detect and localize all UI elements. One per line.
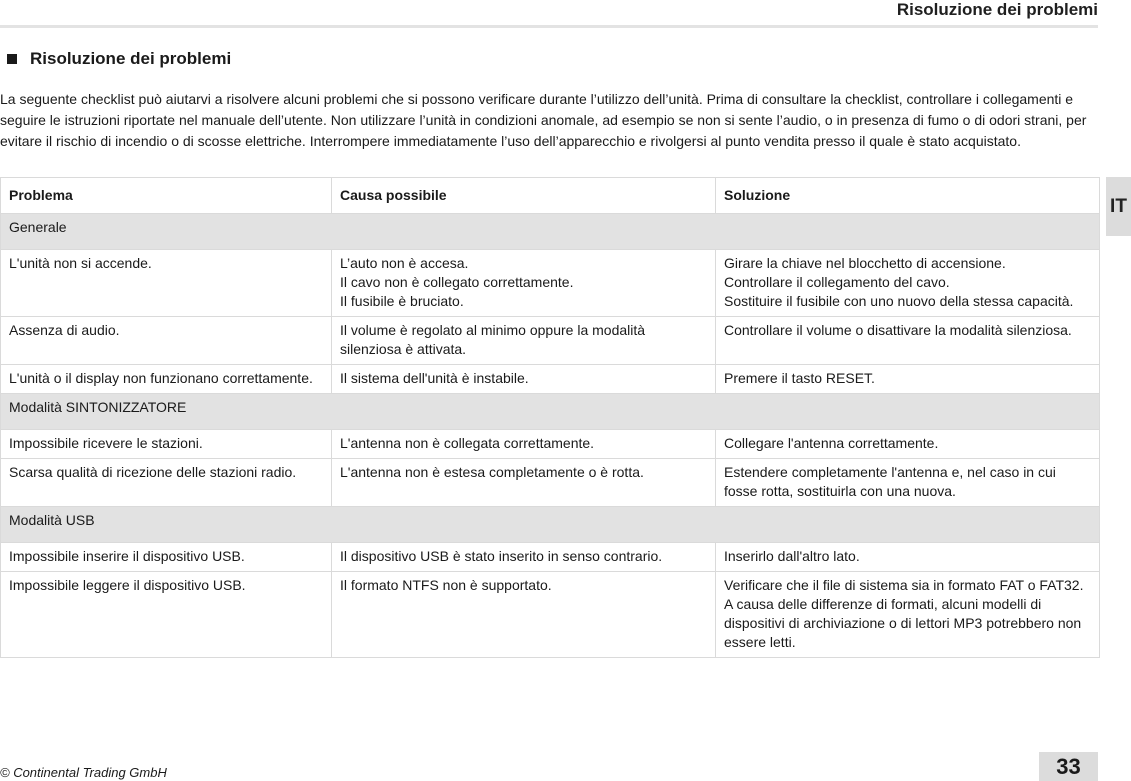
problem-cell: L'unità non si accende. bbox=[1, 250, 332, 317]
group-row bbox=[1, 507, 1100, 543]
solution-line: Controllare il collegamento del cavo. bbox=[724, 274, 950, 290]
problem-cell: L'unità o il display non funzionano correttamente. bbox=[1, 365, 332, 394]
cause-cell: Il formato NTFS non è supportato. bbox=[332, 572, 716, 658]
square-bullet-icon bbox=[7, 54, 17, 64]
copyright-footer: © Continental Trading GmbH bbox=[0, 765, 167, 780]
problem-cell: Scarsa qualità di ricezione delle stazioni radio. bbox=[1, 459, 332, 507]
table-row bbox=[1, 543, 1100, 572]
cause-cell bbox=[332, 250, 716, 317]
problem-cell: Impossibile inserire il dispositivo USB. bbox=[1, 543, 332, 572]
group-title: Modalità USB bbox=[1, 507, 1100, 543]
cause-line: L’auto non è accesa. bbox=[340, 255, 469, 271]
running-header: Risoluzione dei problemi bbox=[896, 0, 1098, 19]
cause-line: Il fusibile è bruciato. bbox=[340, 293, 464, 309]
table-row bbox=[1, 317, 1100, 365]
cause-cell: Il sistema dell'unità è instabile. bbox=[332, 365, 716, 394]
solution-cell: Controllare il volume o disattivare la modalità silenziosa. bbox=[716, 317, 1100, 365]
table-row bbox=[1, 459, 1100, 507]
cause-cell: Il volume è regolato al minimo oppure la modalità silenziosa è attivata. bbox=[332, 317, 716, 365]
page-number: 33 bbox=[1039, 752, 1098, 781]
solution-cell: Estendere completamente l'antenna e, nel caso in cui fosse rotta, sostituirla con una nuova. bbox=[716, 459, 1100, 507]
group-row bbox=[1, 394, 1100, 430]
problem-cell: Impossibile leggere il dispositivo USB. bbox=[1, 572, 332, 658]
header-problem: Problema bbox=[1, 178, 332, 214]
troubleshooting-table bbox=[0, 177, 1100, 658]
table-row bbox=[1, 250, 1100, 317]
header-solution: Soluzione bbox=[716, 178, 1100, 214]
problem-cell: Impossibile ricevere le stazioni. bbox=[1, 430, 332, 459]
group-title: Modalità SINTONIZZATORE bbox=[1, 394, 1100, 430]
header-cause: Causa possibile bbox=[332, 178, 716, 214]
section-title: Risoluzione dei problemi bbox=[30, 49, 232, 68]
solution-cell bbox=[716, 250, 1100, 317]
cause-cell: Il dispositivo USB è stato inserito in senso contrario. bbox=[332, 543, 716, 572]
solution-cell: Verificare che il file di sistema sia in formato FAT o FAT32. A causa delle differenze di formati, alcuni modelli di dispositivi di archiviazione o di lettori MP3 potrebbero non essere letti. bbox=[716, 572, 1100, 658]
table-row bbox=[1, 572, 1100, 658]
problem-cell: Assenza di audio. bbox=[1, 317, 332, 365]
solution-cell: Collegare l'antenna correttamente. bbox=[716, 430, 1100, 459]
language-tab: IT bbox=[1106, 177, 1131, 236]
section-heading bbox=[7, 49, 231, 69]
header-divider bbox=[0, 25, 1098, 28]
table-row bbox=[1, 365, 1100, 394]
cause-cell: L'antenna non è estesa completamente o è rotta. bbox=[332, 459, 716, 507]
solution-line: Sostituire il fusibile con uno nuovo della stessa capacità. bbox=[724, 293, 1074, 309]
intro-paragraph: La seguente checklist può aiutarvi a risolvere alcuni problemi che si possono verificare durante l’utilizzo dell’unità. Prima di consultare la checklist, controllare i collegamenti e seguire le istruzioni riportate nel manuale dell’utente. Non utilizzare l’unità in condizioni anomale, ad esempio se non si sente l’audio, o in presenza di fumo o di odori strani, per evitare il rischio di incendio o di scosse elettriche. Interrompere immediatamente l’uso dell’apparecchio e rivolgersi al punto vendita presso il quale è stato acquistato. bbox=[0, 91, 1087, 149]
solution-cell: Inserirlo dall'altro lato. bbox=[716, 543, 1100, 572]
table-row bbox=[1, 430, 1100, 459]
cause-cell: L'antenna non è collegata correttamente. bbox=[332, 430, 716, 459]
cause-line: Il cavo non è collegato correttamente. bbox=[340, 274, 574, 290]
solution-cell: Premere il tasto RESET. bbox=[716, 365, 1100, 394]
table-header-row bbox=[1, 178, 1100, 214]
solution-line: Girare la chiave nel blocchetto di accensione. bbox=[724, 255, 1006, 271]
group-title: Generale bbox=[1, 214, 1100, 250]
group-row bbox=[1, 214, 1100, 250]
